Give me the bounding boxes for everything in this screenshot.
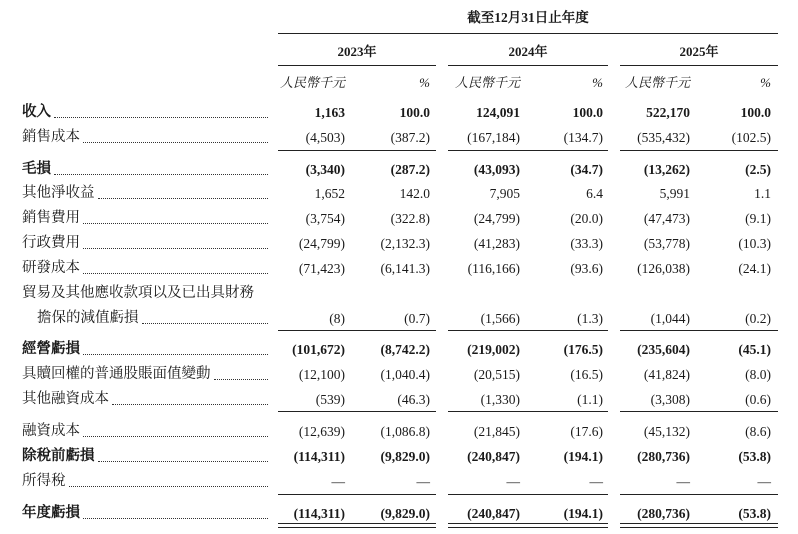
row-6-value-2: (2,132.3) xyxy=(380,236,430,251)
row-4-label: 其他淨收益 xyxy=(22,185,95,201)
year-heading-2: 2024年 xyxy=(508,44,548,59)
row-15-value-4: (194.1) xyxy=(563,506,603,521)
row-3-label: 毛損 xyxy=(22,161,51,177)
row-10-value-6: (8.0) xyxy=(745,367,771,382)
row-14-value-6: — xyxy=(757,474,771,489)
row-6-label: 行政費用 xyxy=(22,235,80,251)
unit-rmb-2: 人民幣千元 xyxy=(454,75,520,90)
row-3-value-4: (34.7) xyxy=(570,162,603,177)
period-title: 截至12月31日止年度 xyxy=(467,10,589,25)
row-2-value-2: (387.2) xyxy=(390,130,430,145)
row-7-value-6: (24.1) xyxy=(738,261,771,276)
row-2-value-5: (535,432) xyxy=(637,130,690,145)
subtotal-rule-gross-1 xyxy=(278,150,436,151)
subtotal-rule-operating-2 xyxy=(448,330,608,331)
row-14-value-4: — xyxy=(589,474,603,489)
row-5-value-3: (24,799) xyxy=(473,211,520,226)
subtotal-rule-finance-2 xyxy=(448,411,608,412)
row-7-value-2: (6,141.3) xyxy=(380,261,430,276)
double-rule-bottom-2 xyxy=(448,527,608,528)
row-13-label: 除稅前虧損 xyxy=(22,448,95,464)
row-13-value-4: (194.1) xyxy=(563,449,603,464)
row-8-label-line2: 擔保的減值虧損 xyxy=(37,310,139,326)
row-13-value-6: (53.8) xyxy=(738,449,771,464)
row-11-label: 其他融資成本 xyxy=(22,391,109,407)
row-10-value-3: (20,515) xyxy=(473,367,520,382)
row-10-value-2: (1,040.4) xyxy=(380,367,430,382)
row-15-value-2: (9,829.0) xyxy=(380,506,430,521)
row-11-value-4: (1.1) xyxy=(577,392,603,407)
row-9-value-4: (176.5) xyxy=(563,342,603,357)
header-rule xyxy=(278,33,778,34)
row-4-value-3: 7,905 xyxy=(489,186,520,201)
row-2-value-4: (134.7) xyxy=(563,130,603,145)
row-8-value-5: (1,044) xyxy=(650,311,690,326)
row-14-value-2: — xyxy=(416,474,430,489)
row-8-label: 貿易及其他應收款項以及已出具財務 xyxy=(22,285,254,301)
row-5-value-4: (20.0) xyxy=(570,211,603,226)
row-11-value-1: (539) xyxy=(315,392,345,407)
row-14-value-3: — xyxy=(506,474,520,489)
row-7-value-3: (116,166) xyxy=(467,261,520,276)
row-4-value-1: 1,652 xyxy=(314,186,345,201)
row-13-value-3: (240,847) xyxy=(467,449,520,464)
unit-pct-3: % xyxy=(760,75,771,90)
subtotal-rule-finance-3 xyxy=(620,411,778,412)
subtotal-rule-operating-1 xyxy=(278,330,436,331)
row-1-value-3: 124,091 xyxy=(476,105,520,120)
row-1-value-2: 100.0 xyxy=(399,105,430,120)
row-2-value-3: (167,184) xyxy=(467,130,520,145)
subtotal-rule-finance-1 xyxy=(278,411,436,412)
row-5-value-2: (322.8) xyxy=(390,211,430,226)
unit-pct-2: % xyxy=(592,75,603,90)
row-9-value-1: (101,672) xyxy=(292,342,345,357)
row-9-value-3: (219,002) xyxy=(467,342,520,357)
row-2-value-6: (102.5) xyxy=(731,130,771,145)
row-11-value-5: (3,308) xyxy=(650,392,690,407)
double-rule-bottom-1 xyxy=(278,527,436,528)
row-14-value-1: — xyxy=(331,474,345,489)
row-15-value-3: (240,847) xyxy=(467,506,520,521)
row-6-value-3: (41,283) xyxy=(473,236,520,251)
row-13-value-1: (114,311) xyxy=(293,449,345,464)
row-6-value-5: (53,778) xyxy=(643,236,690,251)
row-12-value-6: (8.6) xyxy=(745,424,771,439)
row-14-label: 所得稅 xyxy=(22,473,66,489)
unit-rmb-3: 人民幣千元 xyxy=(624,75,690,90)
row-2-value-1: (4,503) xyxy=(305,130,345,145)
row-13-value-5: (280,736) xyxy=(637,449,690,464)
subtotal-rule-gross-2 xyxy=(448,150,608,151)
year-rule-2 xyxy=(448,65,608,66)
row-1-label: 收入 xyxy=(22,104,51,120)
row-1-value-6: 100.0 xyxy=(740,105,771,120)
subtotal-rule-gross-3 xyxy=(620,150,778,151)
year-rule-3 xyxy=(620,65,778,66)
row-8-value-3: (1,566) xyxy=(480,311,520,326)
row-7-value-4: (93.6) xyxy=(570,261,603,276)
row-8-value-6: (0.2) xyxy=(745,311,771,326)
double-rule-top-3 xyxy=(620,523,778,524)
subtotal-rule-annual-2 xyxy=(448,494,608,495)
row-3-value-3: (43,093) xyxy=(473,162,520,177)
row-10-value-4: (16.5) xyxy=(570,367,603,382)
year-heading-1: 2023年 xyxy=(337,44,377,59)
subtotal-rule-annual-1 xyxy=(278,494,436,495)
row-7-value-1: (71,423) xyxy=(298,261,345,276)
row-8-value-2: (0.7) xyxy=(404,311,430,326)
year-rule-1 xyxy=(278,65,436,66)
row-5-label: 銷售費用 xyxy=(22,210,80,226)
row-15-value-6: (53.8) xyxy=(738,506,771,521)
row-9-value-5: (235,604) xyxy=(637,342,690,357)
row-11-value-6: (0.6) xyxy=(745,392,771,407)
row-3-value-6: (2.5) xyxy=(745,162,771,177)
row-4-value-6: 1.1 xyxy=(754,186,771,201)
year-heading-3: 2025年 xyxy=(679,44,719,59)
row-15-value-1: (114,311) xyxy=(293,506,345,521)
row-4-value-5: 5,991 xyxy=(659,186,690,201)
row-12-value-4: (17.6) xyxy=(570,424,603,439)
row-1-value-5: 522,170 xyxy=(646,105,690,120)
row-5-value-5: (47,473) xyxy=(643,211,690,226)
row-3-value-5: (13,262) xyxy=(643,162,690,177)
row-1-value-1: 1,163 xyxy=(314,105,345,120)
unit-pct-1: % xyxy=(419,75,430,90)
row-1-value-4: 100.0 xyxy=(572,105,603,120)
row-12-label: 融資成本 xyxy=(22,423,80,439)
row-3-value-2: (287.2) xyxy=(390,162,430,177)
subtotal-rule-annual-3 xyxy=(620,494,778,495)
subtotal-rule-operating-3 xyxy=(620,330,778,331)
row-15-value-5: (280,736) xyxy=(637,506,690,521)
row-8-value-1: (8) xyxy=(329,311,345,326)
row-15-label: 年度虧損 xyxy=(22,505,80,521)
row-5-value-6: (9.1) xyxy=(745,211,771,226)
unit-rmb-1: 人民幣千元 xyxy=(279,75,345,90)
row-9-value-6: (45.1) xyxy=(738,342,771,357)
row-12-value-5: (45,132) xyxy=(643,424,690,439)
row-10-value-1: (12,100) xyxy=(298,367,345,382)
row-7-value-5: (126,038) xyxy=(637,261,690,276)
row-4-value-2: 142.0 xyxy=(399,186,430,201)
row-6-value-1: (24,799) xyxy=(298,236,345,251)
row-6-value-4: (33.3) xyxy=(570,236,603,251)
row-13-value-2: (9,829.0) xyxy=(380,449,430,464)
row-12-value-3: (21,845) xyxy=(473,424,520,439)
row-10-label: 具贖回權的普通股賬面值變動 xyxy=(22,366,211,382)
row-11-value-2: (46.3) xyxy=(397,392,430,407)
row-3-value-1: (3,340) xyxy=(305,162,345,177)
row-5-value-1: (3,754) xyxy=(305,211,345,226)
row-2-label: 銷售成本 xyxy=(22,129,80,145)
double-rule-top-1 xyxy=(278,523,436,524)
row-7-label: 研發成本 xyxy=(22,260,80,276)
row-9-label: 經營虧損 xyxy=(22,341,80,357)
row-14-value-5: — xyxy=(676,474,690,489)
row-12-value-1: (12,639) xyxy=(298,424,345,439)
row-6-value-6: (10.3) xyxy=(738,236,771,251)
double-rule-bottom-3 xyxy=(620,527,778,528)
row-4-value-4: 6.4 xyxy=(586,186,603,201)
row-10-value-5: (41,824) xyxy=(643,367,690,382)
double-rule-top-2 xyxy=(448,523,608,524)
row-9-value-2: (8,742.2) xyxy=(380,342,430,357)
row-8-value-4: (1.3) xyxy=(577,311,603,326)
row-11-value-3: (1,330) xyxy=(480,392,520,407)
row-12-value-2: (1,086.8) xyxy=(380,424,430,439)
